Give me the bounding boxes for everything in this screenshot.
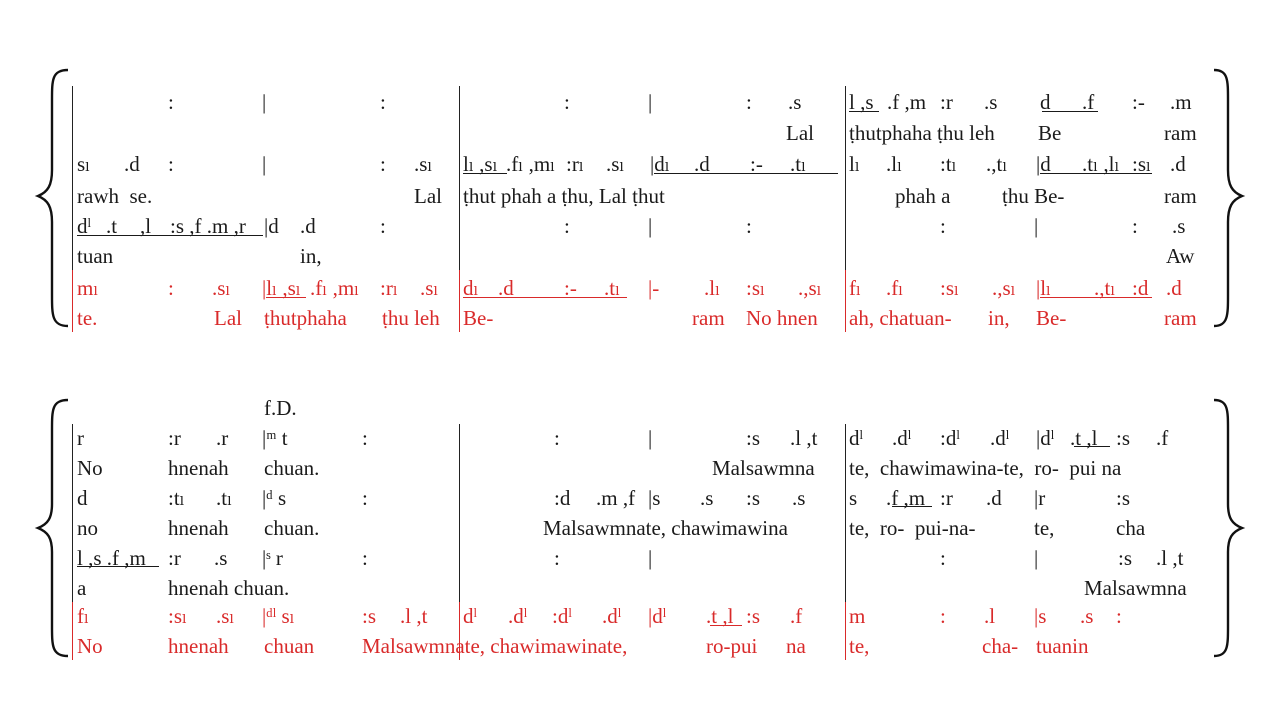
solfa-cell: .s (1080, 604, 1094, 628)
lyric-cell: ro-pui (706, 634, 758, 658)
solfa-cell: : (1132, 214, 1138, 238)
solfa-cell: .dˡ (892, 426, 912, 450)
solfa-cell: :dˡ (940, 426, 960, 450)
solfa-cell: .l ,t (400, 604, 428, 628)
solfa-cell: .tₗ (216, 486, 233, 510)
solfa-cell: :sₗ (168, 604, 188, 628)
lyric-cell: ṭhu Be- (1002, 184, 1065, 208)
solfa-cell: dˡ (77, 214, 91, 238)
lyric-cell: ram (692, 306, 725, 330)
solfa-cell: :tₗ (168, 486, 185, 510)
solfa-cell: .sₗ (606, 152, 625, 176)
solfa-cell: d (1040, 90, 1051, 114)
solfa-cell: :r (940, 486, 953, 510)
solfa-cell: |ᵐ t (262, 426, 288, 450)
solfa-cell: .sₗ (420, 276, 439, 300)
solfa-cell: .sₗ (414, 152, 433, 176)
lyric-cell: hnenah (168, 456, 229, 480)
solfa-cell: :s (1118, 546, 1133, 570)
barline (72, 602, 73, 660)
lyric-cell: Be (1038, 121, 1062, 145)
lyric-cell: No (77, 634, 103, 658)
solfa-cell: | (1034, 214, 1039, 238)
lyric-cell: rawh se. (77, 184, 153, 208)
solfa-cell: : (554, 426, 560, 450)
solfa-cell: r (77, 426, 84, 450)
solfa-cell: .d (1166, 276, 1182, 300)
solfa-cell: .lₗ (886, 152, 903, 176)
solfa-cell: |s (1034, 604, 1047, 628)
solfa-cell: : (1116, 604, 1122, 628)
lyric-cell: te, chawimawina-te, ro- pui na (849, 456, 1122, 480)
solfa-cell: s (849, 486, 858, 510)
lyric-cell: hnenah chuan. (168, 576, 290, 600)
solfa-cell: |d (1036, 152, 1051, 176)
solfa-cell: .dˡ (990, 426, 1010, 450)
solfa-cell: :- (564, 276, 577, 300)
solfa-cell: dₗ (463, 276, 479, 300)
solfa-cell: .s (1172, 214, 1186, 238)
solfa-cell: :sₗ (940, 276, 960, 300)
solfa-cell: dˡ (849, 426, 863, 450)
solfa-cell: .dˡ (602, 604, 622, 628)
lyric-cell: Malsawmnate, chawimawina (543, 516, 788, 540)
solfa-cell: |lₗ ,sₗ (262, 276, 301, 300)
solfa-cell: :tₗ (940, 152, 957, 176)
solfa-cell: :sₗ (1132, 152, 1152, 176)
solfa-cell: |ᵈˡ sₗ (262, 604, 295, 628)
solfa-cell: .lₗ (704, 276, 721, 300)
solfa-cell: .d (124, 152, 140, 176)
solfa-cell: | (262, 152, 267, 176)
solfa-cell: |dˡ (648, 604, 667, 628)
solfa-cell: |s (648, 486, 661, 510)
solfa-cell: :sₗ (746, 276, 766, 300)
solfa-cell: :d (554, 486, 571, 510)
lyric-cell: No hnen (746, 306, 818, 330)
solfa-cell: : (168, 276, 174, 300)
solfa-cell: | (1034, 546, 1039, 570)
solfa-cell: : (168, 152, 174, 176)
solfa-cell: l ,s .f ,m (77, 546, 146, 570)
barline (72, 424, 73, 602)
solfa-cell: :s (1116, 486, 1131, 510)
solfa-cell: .d (986, 486, 1002, 510)
solfa-cell: .sₗ (216, 604, 235, 628)
solfa-cell: .tₗ (604, 276, 621, 300)
solfa-cell: .f (790, 604, 803, 628)
solfa-cell: | (648, 546, 653, 570)
lyric-cell: cha (1116, 516, 1146, 540)
solfa-cell: :rₗ (566, 152, 584, 176)
solfa-cell: |dₗ (650, 152, 670, 176)
solfa-cell: :s ,f .m ,r (170, 214, 246, 238)
lyric-cell: ṭhut phah a ṭhu, Lal ṭhut (463, 184, 665, 208)
solfa-cell: : (168, 90, 174, 114)
solfa-cell: :rₗ (380, 276, 398, 300)
solfa-cell: : (940, 546, 946, 570)
solfa-cell: .s (792, 486, 806, 510)
solfa-cell: :dˡ (552, 604, 572, 628)
key-signature: f.D. (264, 396, 297, 420)
solfa-cell: .l ,t (1156, 546, 1184, 570)
solfa-cell: :s (1116, 426, 1131, 450)
solfa-cell: .d (694, 152, 710, 176)
solfa-cell: .,tₗ (986, 152, 1008, 176)
lyric-cell: ṭhu leh (382, 306, 440, 330)
lyric-cell: phah a (895, 184, 951, 208)
solfa-cell: | (262, 90, 267, 114)
barline (845, 602, 846, 660)
solfa-cell: .tₗ (790, 152, 807, 176)
barline (845, 424, 846, 602)
solfa-cell: l ,s (849, 90, 874, 114)
lyric-cell: Malsawmna (1084, 576, 1187, 600)
solfa-cell: .l ,t (790, 426, 818, 450)
solfa-cell: : (554, 546, 560, 570)
solfa-cell: |r (1034, 486, 1046, 510)
solfa-cell: .dˡ (508, 604, 528, 628)
solfa-cell: : (380, 152, 386, 176)
lyric-cell: ah, chatuan- (849, 306, 952, 330)
lyric-cell: Lal (414, 184, 442, 208)
solfa-cell: .m ,f (596, 486, 636, 510)
solfa-cell: : (362, 546, 368, 570)
solfa-cell: .s (700, 486, 714, 510)
solfa-cell: .tₗ ,lₗ (1082, 152, 1120, 176)
lyric-cell: cha- (982, 634, 1019, 658)
solfa-cell: .,tₗ (1094, 276, 1116, 300)
lyric-cell: no (77, 516, 98, 540)
solfa-cell: :s (362, 604, 377, 628)
solfa-cell: .,sₗ (992, 276, 1016, 300)
solfa-cell: : (362, 486, 368, 510)
solfa-cell: .f (1082, 90, 1095, 114)
solfa-cell: .f ,m (886, 486, 926, 510)
solfa-cell: :d (1132, 276, 1149, 300)
solfa-cell: .t (106, 214, 118, 238)
solfa-cell: : (746, 90, 752, 114)
solfa-cell: .r (216, 426, 229, 450)
solfa-cell: .fₗ ,mₗ (506, 152, 556, 176)
solfa-cell: : (940, 214, 946, 238)
solfa-cell: : (940, 604, 946, 628)
lyric-cell: a (77, 576, 87, 600)
solfa-cell: :r (168, 546, 181, 570)
lyric-cell: Aw (1166, 244, 1195, 268)
solfa-cell: fₗ (849, 276, 862, 300)
lyric-cell: tuanin (1036, 634, 1089, 658)
solfa-cell: :s (746, 426, 761, 450)
lyric-cell: in, (988, 306, 1010, 330)
solfa-cell: dˡ (463, 604, 477, 628)
solfa-cell: .fₗ ,mₗ (310, 276, 360, 300)
solfa-cell: |ᵈ s (262, 486, 287, 510)
lyric-cell: Be- (463, 306, 494, 330)
lyric-cell: in, (300, 244, 322, 268)
solfa-cell: .sₗ (212, 276, 231, 300)
solfa-cell: :r (168, 426, 181, 450)
lyric-cell: ram (1164, 121, 1197, 145)
solfa-cell: .s (214, 546, 228, 570)
lyric-cell: Lal (786, 121, 814, 145)
solfa-cell: .t ,l (706, 604, 734, 628)
solfa-cell: .m (1170, 90, 1192, 114)
solfa-cell: .f (1156, 426, 1169, 450)
solfa-cell: lₗ (849, 152, 860, 176)
solfa-cell: :s (746, 486, 761, 510)
lyric-cell: te. (77, 306, 98, 330)
solfa-cell: sₗ (77, 152, 91, 176)
solfa-cell: .s (984, 90, 998, 114)
lyric-cell: chuan. (264, 516, 320, 540)
lyric-cell: hnenah (168, 516, 229, 540)
lyric-cell: ram (1164, 184, 1197, 208)
lyric-cell: Malsawmna (712, 456, 815, 480)
solfa-cell: m (849, 604, 866, 628)
solfa-cell: : (746, 214, 752, 238)
lyric-cell: No (77, 456, 103, 480)
solfa-cell: .f ,m (887, 90, 927, 114)
lyric-cell: te, (849, 634, 870, 658)
lyric-cell: Malsawmnate, chawimawinate, (362, 634, 628, 658)
barline (459, 424, 460, 602)
solfa-cell: |lₗ (1036, 276, 1052, 300)
solfa-cell: mₗ (77, 276, 99, 300)
solfa-cell: :r (940, 90, 953, 114)
solfa-cell: | (648, 90, 653, 114)
lyric-cell: tuan (77, 244, 114, 268)
lyric-cell: chuan. (264, 456, 320, 480)
lyric-cell: ṭhutphaha ṭhu leh (849, 121, 995, 145)
lyric-cell: Lal (214, 306, 242, 330)
solfa-cell: :- (1132, 90, 1145, 114)
lyric-cell: na (786, 634, 806, 658)
solfa-cell: : (380, 90, 386, 114)
solfa-cell: :s (746, 604, 761, 628)
solfa-cell: fₗ (77, 604, 90, 628)
lyric-cell: hnenah (168, 634, 229, 658)
solfa-cell: | (648, 426, 653, 450)
lyric-cell: Be- (1036, 306, 1067, 330)
solfa-cell: .d (1170, 152, 1186, 176)
solfa-cell: : (564, 90, 570, 114)
solfa-cell: : (564, 214, 570, 238)
solfa-cell: lₗ ,sₗ (463, 152, 498, 176)
solfa-cell: .t ,l (1070, 426, 1098, 450)
solfa-cell: .s (788, 90, 802, 114)
solfa-cell: .fₗ (886, 276, 904, 300)
solfa-cell: .d (498, 276, 514, 300)
solfa-cell: .l (984, 604, 996, 628)
solfa-cell: |dˡ (1036, 426, 1055, 450)
solfa-cell: |ˢ r (262, 546, 283, 570)
solfa-cell: .d (300, 214, 316, 238)
solfa-cell: d (77, 486, 88, 510)
lyric-cell: te, ro- pui-na- (849, 516, 976, 540)
solfa-cell: | (648, 214, 653, 238)
solfa-cell: ,l (140, 214, 152, 238)
lyric-cell: ṭhutphaha (264, 306, 347, 330)
solfa-cell: : (380, 214, 386, 238)
lyric-cell: te, (1034, 516, 1055, 540)
solfa-cell: : (362, 426, 368, 450)
solfa-cell: |d (264, 214, 279, 238)
solfa-cell: |- (648, 276, 660, 300)
solfa-cell: :- (750, 152, 763, 176)
lyric-cell: chuan (264, 634, 315, 658)
lyric-cell: ram (1164, 306, 1197, 330)
solfa-cell: .,sₗ (798, 276, 822, 300)
